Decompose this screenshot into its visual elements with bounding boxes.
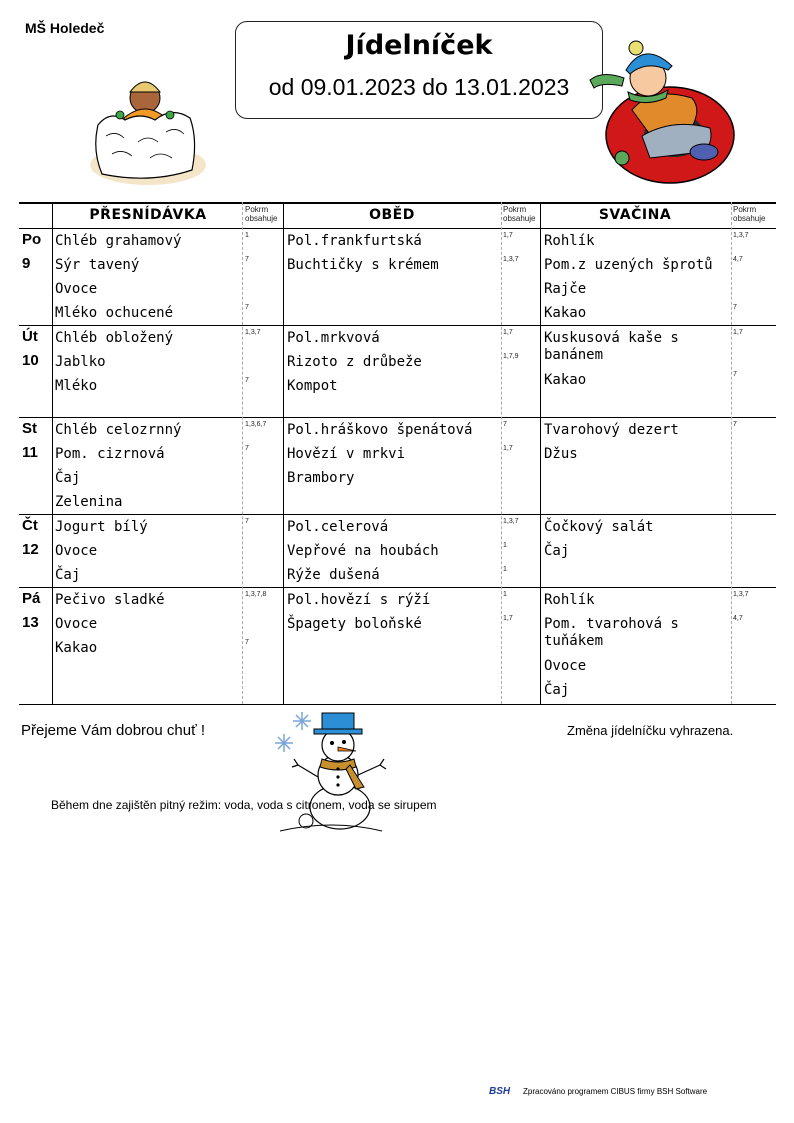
title-box	[235, 21, 603, 119]
allergen-codes: 1	[503, 591, 507, 598]
allergen-codes: 7	[245, 445, 249, 452]
allergen-codes: 1,3,7	[503, 256, 519, 263]
allergen-codes: 1,3,7	[503, 518, 519, 525]
dish-snack: Tvarohový dezert	[544, 422, 679, 438]
column-header-snack: SVAČINA	[598, 207, 672, 223]
day-row-border	[19, 587, 776, 588]
dish-lunch: Rizoto z drůbeže	[287, 354, 422, 370]
dish-snack: Džus	[544, 446, 578, 462]
dish-snack: Pom.z uzených šprotů	[544, 257, 713, 273]
dish-breakfast: Kakao	[55, 640, 98, 656]
dish-lunch: Vepřové na houbách	[287, 543, 439, 559]
allergen-codes: 1,3,7	[245, 329, 261, 336]
dish-breakfast: Čaj	[55, 470, 81, 486]
column-header-breakfast: PŘESNÍDÁVKA	[89, 207, 207, 223]
column-header-lunch: OBĚD	[369, 207, 415, 223]
day-number: 10	[22, 352, 39, 369]
child-sled-illustration	[582, 40, 742, 190]
allergen-codes: 1,7	[503, 615, 513, 622]
allergen-header: Pokrm obsahuje	[503, 205, 536, 223]
dish-snack: Pom. tvarohová s tuňákem	[544, 616, 679, 649]
bsh-logo	[489, 1081, 517, 1101]
allergen-codes: 1,3,7	[733, 232, 749, 239]
dish-lunch: Pol.hráškovo špenátová	[287, 422, 473, 438]
dish-snack: Čaj	[544, 543, 570, 559]
child-snow-wall-illustration	[80, 70, 210, 190]
allergen-codes: 1,7	[733, 329, 743, 336]
dish-lunch: Kompot	[287, 378, 338, 394]
day-abbr: St	[22, 420, 37, 437]
dish-snack: Čaj	[544, 682, 570, 698]
dish-lunch: Špagety boloňské	[287, 616, 422, 632]
allergen-codes: 1,3,7	[733, 591, 749, 598]
allergen-codes: 1,3,7,8	[245, 591, 267, 598]
allergen-codes: 7	[503, 421, 507, 428]
day-abbr: Pá	[22, 590, 41, 607]
dish-lunch: Hovězí v mrkvi	[287, 446, 406, 462]
school-name: MŠ Holedeč	[25, 20, 105, 36]
dish-breakfast: Mléko ochucené	[55, 305, 174, 321]
dish-breakfast: Jablko	[55, 354, 106, 370]
dish-snack: Rohlík	[544, 592, 595, 608]
allergen-divider	[501, 202, 502, 704]
menu-change-note: Změna jídelníčku vyhrazena.	[567, 723, 734, 738]
dish-lunch: Brambory	[287, 470, 355, 486]
dish-lunch: Pol.celerová	[287, 519, 389, 535]
allergen-codes: 1	[503, 542, 507, 549]
dish-lunch: Buchtičky s krémem	[287, 257, 439, 273]
dish-breakfast: Jogurt bílý	[55, 519, 148, 535]
dish-breakfast: Ovoce	[55, 543, 98, 559]
day-row-border	[19, 325, 776, 326]
day-number: 9	[22, 255, 31, 272]
dish-breakfast: Chléb celozrnný	[55, 422, 182, 438]
dish-lunch: Rýže dušená	[287, 567, 380, 583]
dish-snack: Kakao	[544, 372, 587, 388]
allergen-codes: 7	[245, 377, 249, 384]
allergen-codes: 7	[245, 639, 249, 646]
dish-lunch: Pol.mrkvová	[287, 330, 380, 346]
column-divider	[52, 202, 53, 704]
column-divider	[540, 202, 541, 704]
day-number: 12	[22, 541, 39, 558]
table-header-border	[19, 228, 776, 229]
day-number: 13	[22, 614, 39, 631]
allergen-codes: 1,7	[503, 329, 513, 336]
dish-lunch: Pol.frankfurtská	[287, 233, 422, 249]
allergen-codes: 1,7,9	[503, 353, 519, 360]
allergen-codes: 7	[733, 371, 737, 378]
dish-breakfast: Chléb grahamový	[55, 233, 182, 249]
software-credit: Zpracováno programem CIBUS firmy BSH Software	[523, 1087, 708, 1096]
dish-breakfast: Zelenina	[55, 494, 123, 510]
allergen-divider	[731, 202, 732, 704]
dish-snack: Rohlík	[544, 233, 595, 249]
day-abbr: Po	[22, 231, 42, 248]
dish-breakfast: Čaj	[55, 567, 81, 583]
allergen-codes: 7	[733, 304, 737, 311]
bon-appetit-text: Přejeme Vám dobrou chuť !	[21, 722, 206, 739]
day-row-border	[19, 704, 776, 705]
bsh-logo-text: BSH	[489, 1086, 511, 1097]
dish-lunch: Pol.hovězí s rýží	[287, 592, 431, 608]
date-range: od 09.01.2023 do 13.01.2023	[268, 74, 570, 100]
dish-breakfast: Pečivo sladké	[55, 592, 165, 608]
column-divider	[283, 202, 284, 704]
allergen-codes: 1,7	[503, 232, 513, 239]
allergen-codes: 4,7	[733, 615, 743, 622]
allergen-codes: 4,7	[733, 256, 743, 263]
day-abbr: Út	[22, 328, 38, 345]
dish-snack: Rajče	[544, 281, 587, 297]
dish-breakfast: Pom. cizrnová	[55, 446, 165, 462]
dish-breakfast: Sýr tavený	[55, 257, 140, 273]
snowman-illustration	[272, 707, 392, 837]
allergen-header: Pokrm obsahuje	[245, 205, 278, 223]
allergen-divider	[242, 202, 243, 704]
day-row-border	[19, 514, 776, 515]
dish-breakfast: Chléb obložený	[55, 330, 174, 346]
allergen-codes: 7	[733, 421, 737, 428]
page-title: Jídelníček	[345, 30, 493, 61]
dish-snack: Čočkový salát	[544, 519, 654, 535]
allergen-header: Pokrm obsahuje	[733, 205, 766, 223]
allergen-codes: 1	[503, 566, 507, 573]
day-row-border	[19, 417, 776, 418]
allergen-codes: 1,3,6,7	[245, 421, 267, 428]
allergen-codes: 7	[245, 256, 249, 263]
day-number: 11	[22, 444, 38, 461]
dish-breakfast: Mléko	[55, 378, 98, 394]
dish-snack: Ovoce	[544, 658, 587, 674]
dish-snack: Kakao	[544, 305, 587, 321]
dish-breakfast: Ovoce	[55, 616, 98, 632]
day-abbr: Čt	[22, 517, 38, 534]
dish-snack: Kuskusová kaše s banánem	[544, 330, 679, 363]
drinking-regime-text: Během dne zajištěn pitný režim: voda, voda s citronem, voda se sirupem	[51, 798, 437, 812]
allergen-codes: 1	[245, 232, 249, 239]
allergen-codes: 7	[245, 304, 249, 311]
allergen-codes: 1,7	[503, 445, 513, 452]
dish-breakfast: Ovoce	[55, 281, 98, 297]
allergen-codes: 7	[245, 518, 249, 525]
table-top-border	[19, 202, 776, 204]
